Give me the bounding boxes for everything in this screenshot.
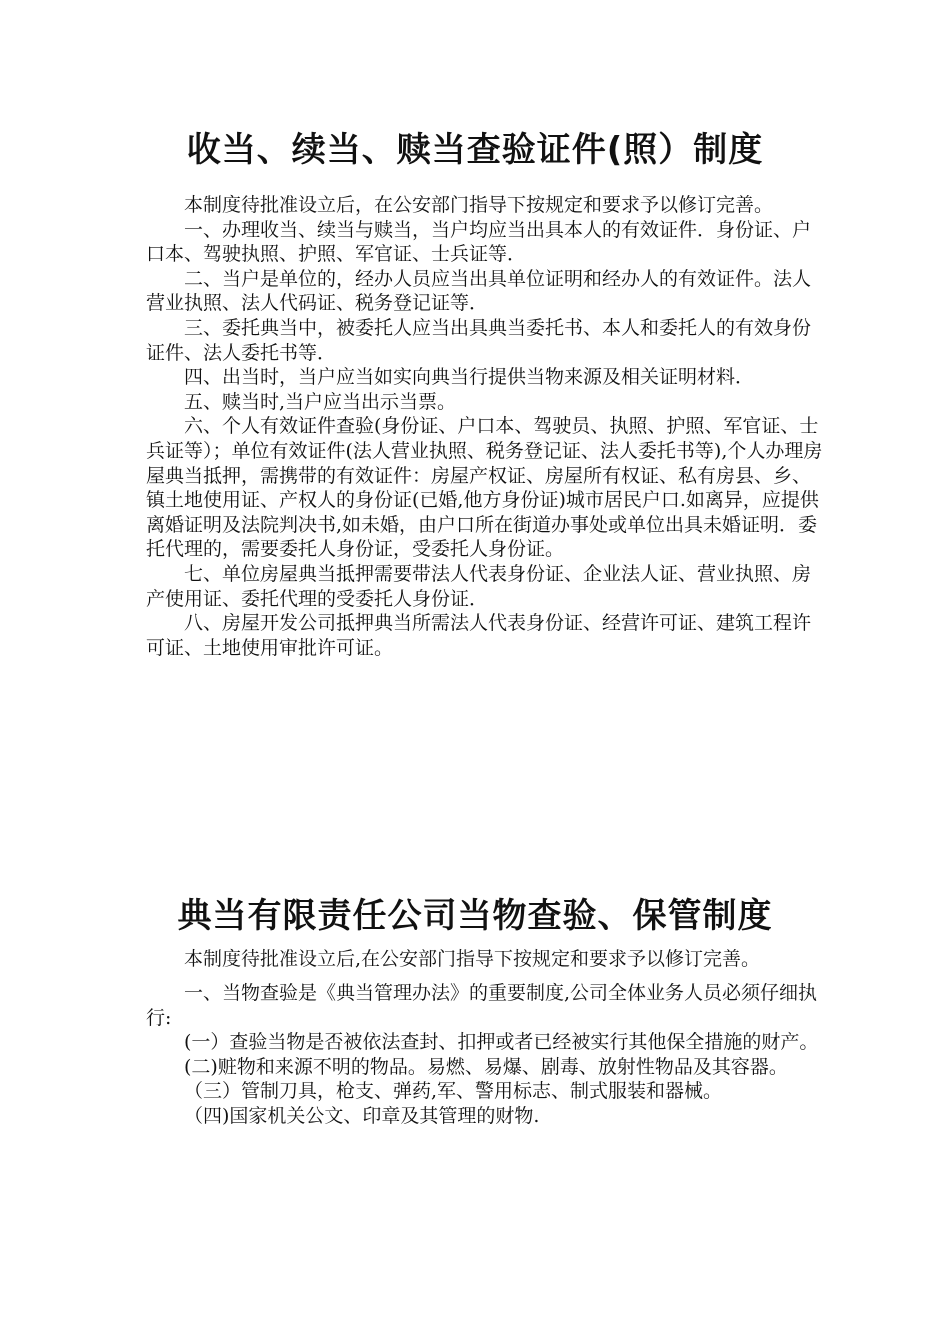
doc1-paragraph: 二、当户是单位的，经办人员应当出具单位证明和经办人的有效证件。法人营业执照、法人代码证、税务登记证等．: [146, 267, 812, 315]
doc2-paragraph: （三）管制刀具，枪支、弹药,军、警用标志、制式服装和器械。: [184, 1080, 723, 1103]
doc2-body: [146, 939, 826, 1129]
doc2-paragraph: 一、当物查验是《典当管理办法》的重要制度,公司全体业务人员必须仔细执行:: [146, 982, 818, 1029]
doc1-paragraph: 七、单位房屋典当抵押需要带法人代表身份证、企业法人证、营业执照、房产使用证、委托代理的受委托人身份证．: [146, 562, 812, 610]
doc1-title: 收当、续当、赎当查验证件(照）制度: [186, 130, 764, 170]
doc1-paragraph: 本制度待批准设立后，在公安部门指导下按规定和要求予以修订完善。: [184, 194, 774, 216]
doc2-title: 典当有限责任公司当物查验、保管制度: [177, 896, 773, 936]
doc2-paragraph: 本制度待批准设立后,在公安部门指导下按规定和要求予以修订完善。: [184, 948, 761, 970]
doc1-paragraph: 八、房屋开发公司抵押典当所需法人代表身份证、经营许可证、建筑工程许可证、土地使用审批许可证。: [146, 612, 812, 659]
doc1-paragraph: 一、办理收当、续当与赎当，当户均应当出具本人的有效证件．身份证、户口本、驾驶执照、护照、军官证、士兵证等．: [146, 218, 812, 266]
doc2-paragraph: （四)国家机关公文、印章及其管理的财物.: [184, 1104, 540, 1127]
doc1-body: [146, 193, 826, 660]
doc2-paragraph: (一）查验当物是否被依法查封、扣押或者已经被实行其他保全措施的财产。: [184, 1031, 819, 1054]
doc1-paragraph: 六、个人有效证件查验(身份证、户口本、驾驶员、执照、护照、军官证、士兵证等）；单位有效证件(法人营业执照、税务登记证、法人委托书等),个人办理房屋典当抵押，需携带的有效证件：房屋产权证、房屋所有权证、私有房县、乡、镇土地使用证、产权人的身份证(已婚,他方身份证)城市居民户口.如离异，应提供离婚证明及法院判决书,如未婚，由户口所在街道办事处或单位出具未婚证明．委托代理的，需要委托人身份证，受委托人身份证。: [146, 415, 823, 561]
doc1-paragraph: 四、出当时，当户应当如实向典当行提供当物来源及相关证明材料．: [184, 366, 755, 389]
doc1-paragraph: 三、委托典当中，被委托人应当出具典当委托书、本人和委托人的有效身份证件、法人委托书等．: [146, 316, 812, 364]
doc2-paragraph: (二)赃物和来源不明的物品。易燃、易爆、剧毒、放射性物品及其容器。: [184, 1055, 788, 1078]
doc1-paragraph: 五、赎当时,当户应当出示当票。: [184, 390, 457, 413]
